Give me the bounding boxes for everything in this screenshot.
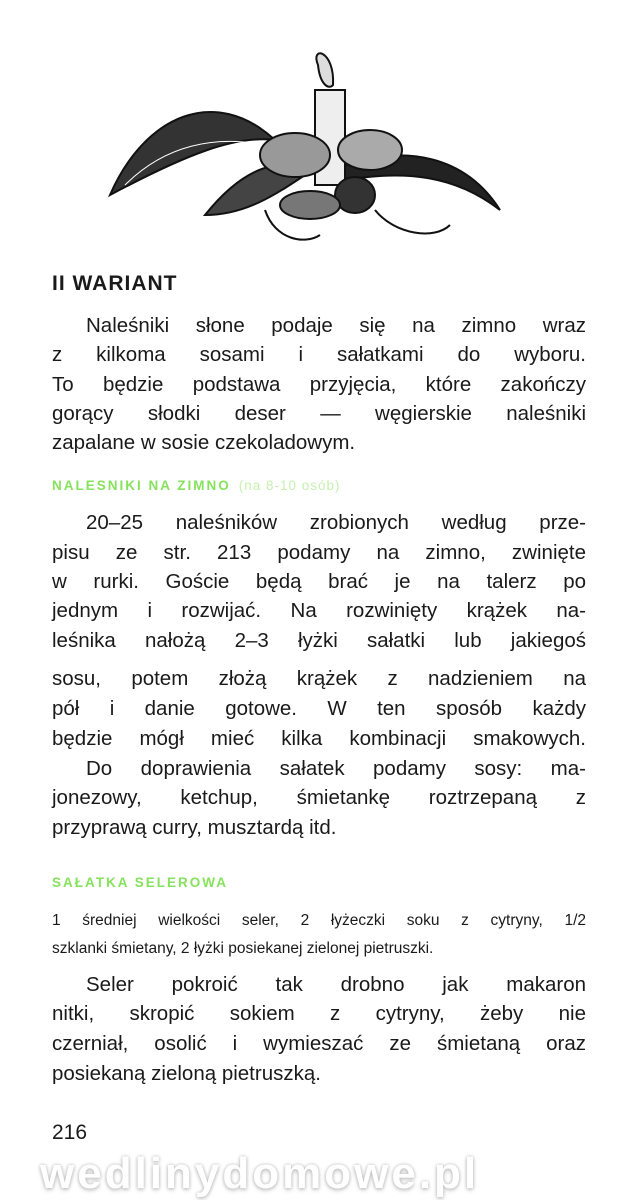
text-line: będzie mógł mieć kilka kombinacji smakowych.: [52, 727, 586, 750]
text-line: pół i danie gotowe. W ten sposób każdy: [52, 697, 586, 720]
text-line: sosu, potem złożą krążek z nadzieniem na: [52, 667, 586, 690]
text-line: z kilkoma sosami i sałatkami do wyboru.: [52, 343, 586, 366]
text-line: czerniał, osolić i wymieszać ze śmietaną oraz: [52, 1032, 586, 1055]
recipe-title-text: NALESNIKI NA ZIMNO: [52, 478, 231, 493]
recipe-servings: (na 8-10 osób): [238, 478, 341, 493]
recipe-title: SAŁATKA SELEROWA: [52, 875, 228, 890]
candle-decoration-illustration: [105, 45, 505, 250]
recipe-title: [52, 478, 341, 493]
section-heading: II WARIANT: [52, 272, 178, 295]
text-line: jednym i rozwijać. Na rozwinięty krążek na-: [52, 599, 586, 622]
text-line: jonezowy, ketchup, śmietankę roztrzepaną z: [52, 786, 586, 809]
text-line: Seler pokroić tak drobno jak makaron: [86, 973, 586, 996]
text-line: przyprawą curry, musztardą itd.: [52, 816, 337, 839]
page-number: 216: [52, 1121, 88, 1144]
text-line: Do doprawienia sałatek podamy sosy: ma-: [86, 757, 586, 780]
text-line: 1 średniej wielkości seler, 2 łyżeczki soku z cytryny, 1/2: [52, 912, 586, 929]
watermark: wedlinydomowe.pl: [40, 1149, 480, 1198]
text-line: To będzie podstawa przyjęcia, które zakończy: [52, 373, 586, 396]
text-line: zapalane w sosie czekoladowym.: [52, 431, 356, 454]
text-line: gorący słodki deser — węgierskie naleśniki: [52, 402, 586, 425]
text-line: pisu ze str. 213 podamy na zimno, zwinięte: [52, 541, 586, 564]
text-line: szklanki śmietany, 2 łyżki posiekanej zielonej pietruszki.: [52, 940, 434, 957]
text-line: nitki, skropić sokiem z cytryny, żeby nie: [52, 1002, 586, 1025]
text-line: Naleśniki słone podaje się na zimno wraz: [86, 314, 586, 337]
text-line: w rurki. Goście będą brać je na talerz po: [52, 570, 586, 593]
text-line: leśnika nałożą 2–3 łyżki sałatki lub jakiegoś: [52, 629, 586, 652]
text-line: 20–25 naleśników zrobionych według prze-: [86, 511, 586, 534]
text-line: posiekaną zieloną pietruszką.: [52, 1062, 321, 1085]
